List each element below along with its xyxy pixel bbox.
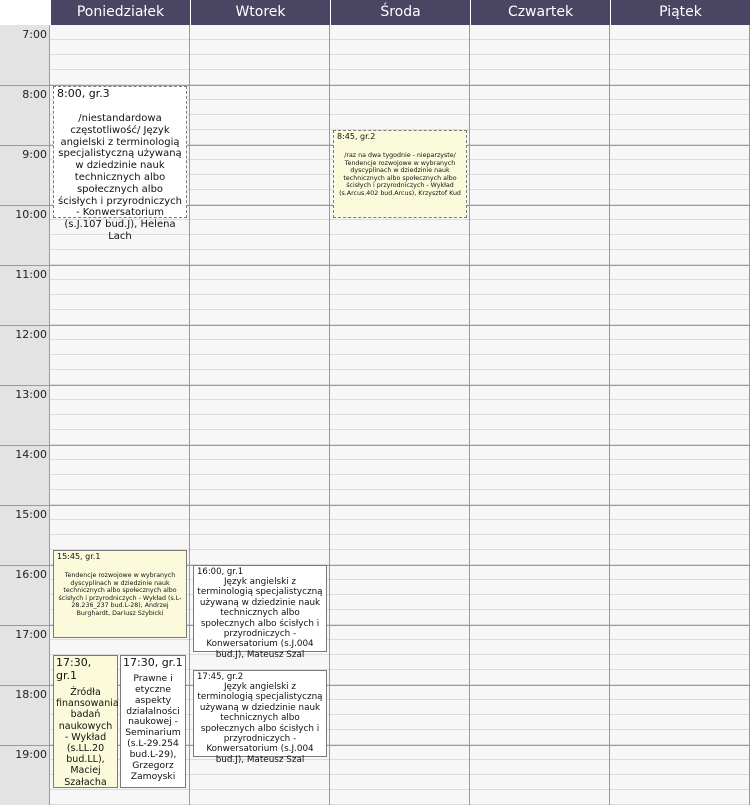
- event-trends-wednesday[interactable]: [333, 130, 467, 218]
- hour-divider: [0, 505, 750, 506]
- day-header-tuesday[interactable]: Wtorek: [190, 0, 330, 25]
- event-title: Prawne i etyczne aspekty działalności naukowej - Seminarium (s.L-29.254 bud.L-29), Grzegorz Zamoyski: [125, 672, 181, 782]
- hour-label: 9:00: [22, 148, 47, 161]
- event-english-tuesday-1745[interactable]: [193, 670, 327, 765]
- event-trends-monday[interactable]: [53, 550, 187, 638]
- hour-label: 10:00: [15, 208, 47, 221]
- hour-divider: [0, 445, 750, 446]
- event-title: Tendencje rozwojowe w wybranych dyscyplinach w dziedzinie nauk technicznych albo społecznych albo ścisłych i przyrodniczych - Wykład (s.L-28.236_237 bud.L-28), Andrzej Burghardt, Dariusz Szybicki: [58, 572, 182, 617]
- event-time: 17:30, gr.1: [123, 656, 183, 669]
- day-header-wednesday[interactable]: Środa: [330, 0, 470, 25]
- hour-label: 17:00: [15, 628, 47, 641]
- event-english-tuesday-1600[interactable]: [193, 565, 327, 660]
- hour-label: 8:00: [22, 88, 47, 101]
- event-title: Źródła finansowania badań naukowych - Wykład (s.LL.20 bud.LL), Maciej Szałacha: [56, 686, 119, 788]
- hour-label: 15:00: [15, 508, 47, 521]
- event-time: 15:45, gr.1: [57, 552, 101, 561]
- event-time: 17:30, gr.1: [56, 656, 92, 682]
- event-funding-monday[interactable]: [53, 655, 118, 788]
- day-column-friday[interactable]: [610, 25, 750, 805]
- hour-divider: [0, 265, 750, 266]
- event-title: /raz na dwa tygodnie - nieparzyste/ Tendencje rozwojowe w wybranych dyscyplinach w dziedzinie nauk technicznych albo społecznych albo ścisłych i przyrodniczych - Wykład (s.Arcus.402 bud.Arcus), Krzysztof Kud: [339, 152, 461, 197]
- hour-label: 19:00: [15, 748, 47, 761]
- event-title: Język angielski z terminologią specjalistyczną używaną w dziedzinie nauk technicznych albo społecznych albo ścisłych i przyrodniczych - Konwersatorium (s.J.004 bud.J), Mateusz Szal: [197, 577, 323, 660]
- event-time: 8:45, gr.2: [337, 132, 376, 141]
- event-time: 8:00, gr.3: [57, 87, 110, 100]
- hour-label: 11:00: [15, 268, 47, 281]
- day-header-monday[interactable]: Poniedziałek: [50, 0, 190, 25]
- hour-label: 18:00: [15, 688, 47, 701]
- event-title: /niestandardowa częstotliwość/ Język angielski z terminologią specjalistyczną używaną w dziedzinie nauk technicznych albo społecznych albo ścisłych i przyrodniczych - Konwersatorium (s.J.107 bud.J), Helena Lach: [57, 112, 183, 242]
- calendar-grid: [0, 25, 750, 805]
- event-time: 16:00, gr.1: [197, 567, 244, 577]
- day-column-thursday[interactable]: [470, 25, 610, 805]
- day-header-thursday[interactable]: Czwartek: [470, 0, 610, 25]
- event-ethics-monday[interactable]: [120, 655, 186, 788]
- hour-divider: [0, 385, 750, 386]
- calendar-header: [0, 0, 750, 25]
- hour-label: 16:00: [15, 568, 47, 581]
- header-corner: [0, 0, 50, 25]
- day-header-friday[interactable]: Piątek: [610, 0, 750, 25]
- hour-divider: [0, 325, 750, 326]
- event-title: Język angielski z terminologią specjalistyczną używaną w dziedzinie nauk technicznych albo społecznych albo ścisłych i przyrodniczych - Konwersatorium (s.J.004 bud.J), Mateusz Szal: [197, 682, 323, 765]
- hour-label: 7:00: [22, 28, 47, 41]
- event-time: 17:45, gr.2: [197, 672, 244, 682]
- hour-label: 12:00: [15, 328, 47, 341]
- hour-label: 13:00: [15, 388, 47, 401]
- hour-label: 14:00: [15, 448, 47, 461]
- time-column: [0, 25, 50, 805]
- event-english-monday[interactable]: [53, 86, 187, 242]
